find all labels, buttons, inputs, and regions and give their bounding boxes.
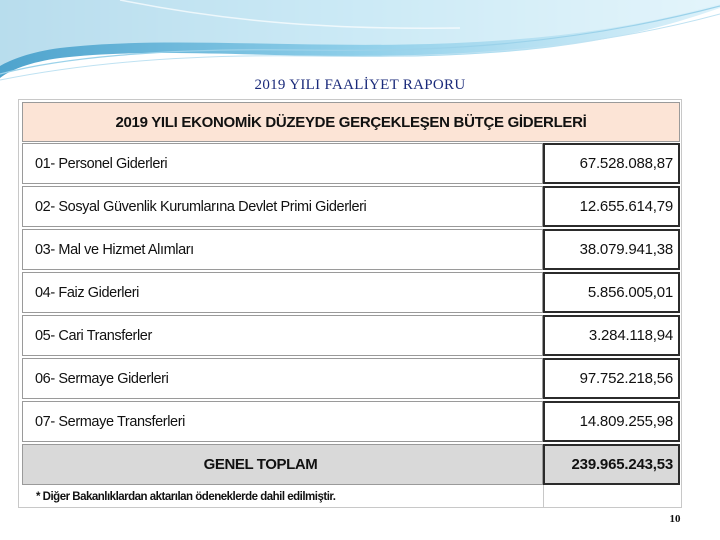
row-label: 07- Sermaye Transferleri	[22, 401, 543, 442]
row-label: 06- Sermaye Giderleri	[22, 358, 543, 399]
total-label: GENEL TOPLAM	[22, 444, 543, 485]
total-row	[22, 444, 680, 485]
table-row	[22, 315, 680, 356]
footnote: * Diğer Bakanlıklardan aktarılan ödeneklerde dahil edilmiştir.	[36, 491, 336, 503]
page-number: 10	[669, 513, 681, 525]
row-value: 67.528.088,87	[543, 143, 680, 184]
total-value: 239.965.243,53	[543, 444, 680, 485]
report-title: 2019 YILI FAALİYET RAPORU	[254, 77, 466, 93]
row-label: 03- Mal ve Hizmet Alımları	[22, 229, 543, 270]
row-label: 05- Cari Transferler	[22, 315, 543, 356]
table-row	[22, 143, 680, 184]
row-value: 97.752.218,56	[543, 358, 680, 399]
row-value: 14.809.255,98	[543, 401, 680, 442]
budget-expenses-table	[18, 99, 682, 508]
footnote-empty-cell	[543, 485, 680, 507]
table-row	[22, 358, 680, 399]
row-value: 3.284.118,94	[543, 315, 680, 356]
table-header: 2019 YILI EKONOMİK DÜZEYDE GERÇEKLEŞEN BÜTÇE GİDERLERİ	[22, 102, 680, 142]
row-value: 5.856.005,01	[543, 272, 680, 313]
row-label: 02- Sosyal Güvenlik Kurumlarına Devlet Primi Giderleri	[22, 186, 543, 227]
row-label: 04- Faiz Giderleri	[22, 272, 543, 313]
table-row	[22, 229, 680, 270]
table-row	[22, 272, 680, 313]
table-row	[22, 401, 680, 442]
row-value: 38.079.941,38	[543, 229, 680, 270]
row-label: 01- Personel Giderleri	[22, 143, 543, 184]
row-value: 12.655.614,79	[543, 186, 680, 227]
table-row	[22, 186, 680, 227]
